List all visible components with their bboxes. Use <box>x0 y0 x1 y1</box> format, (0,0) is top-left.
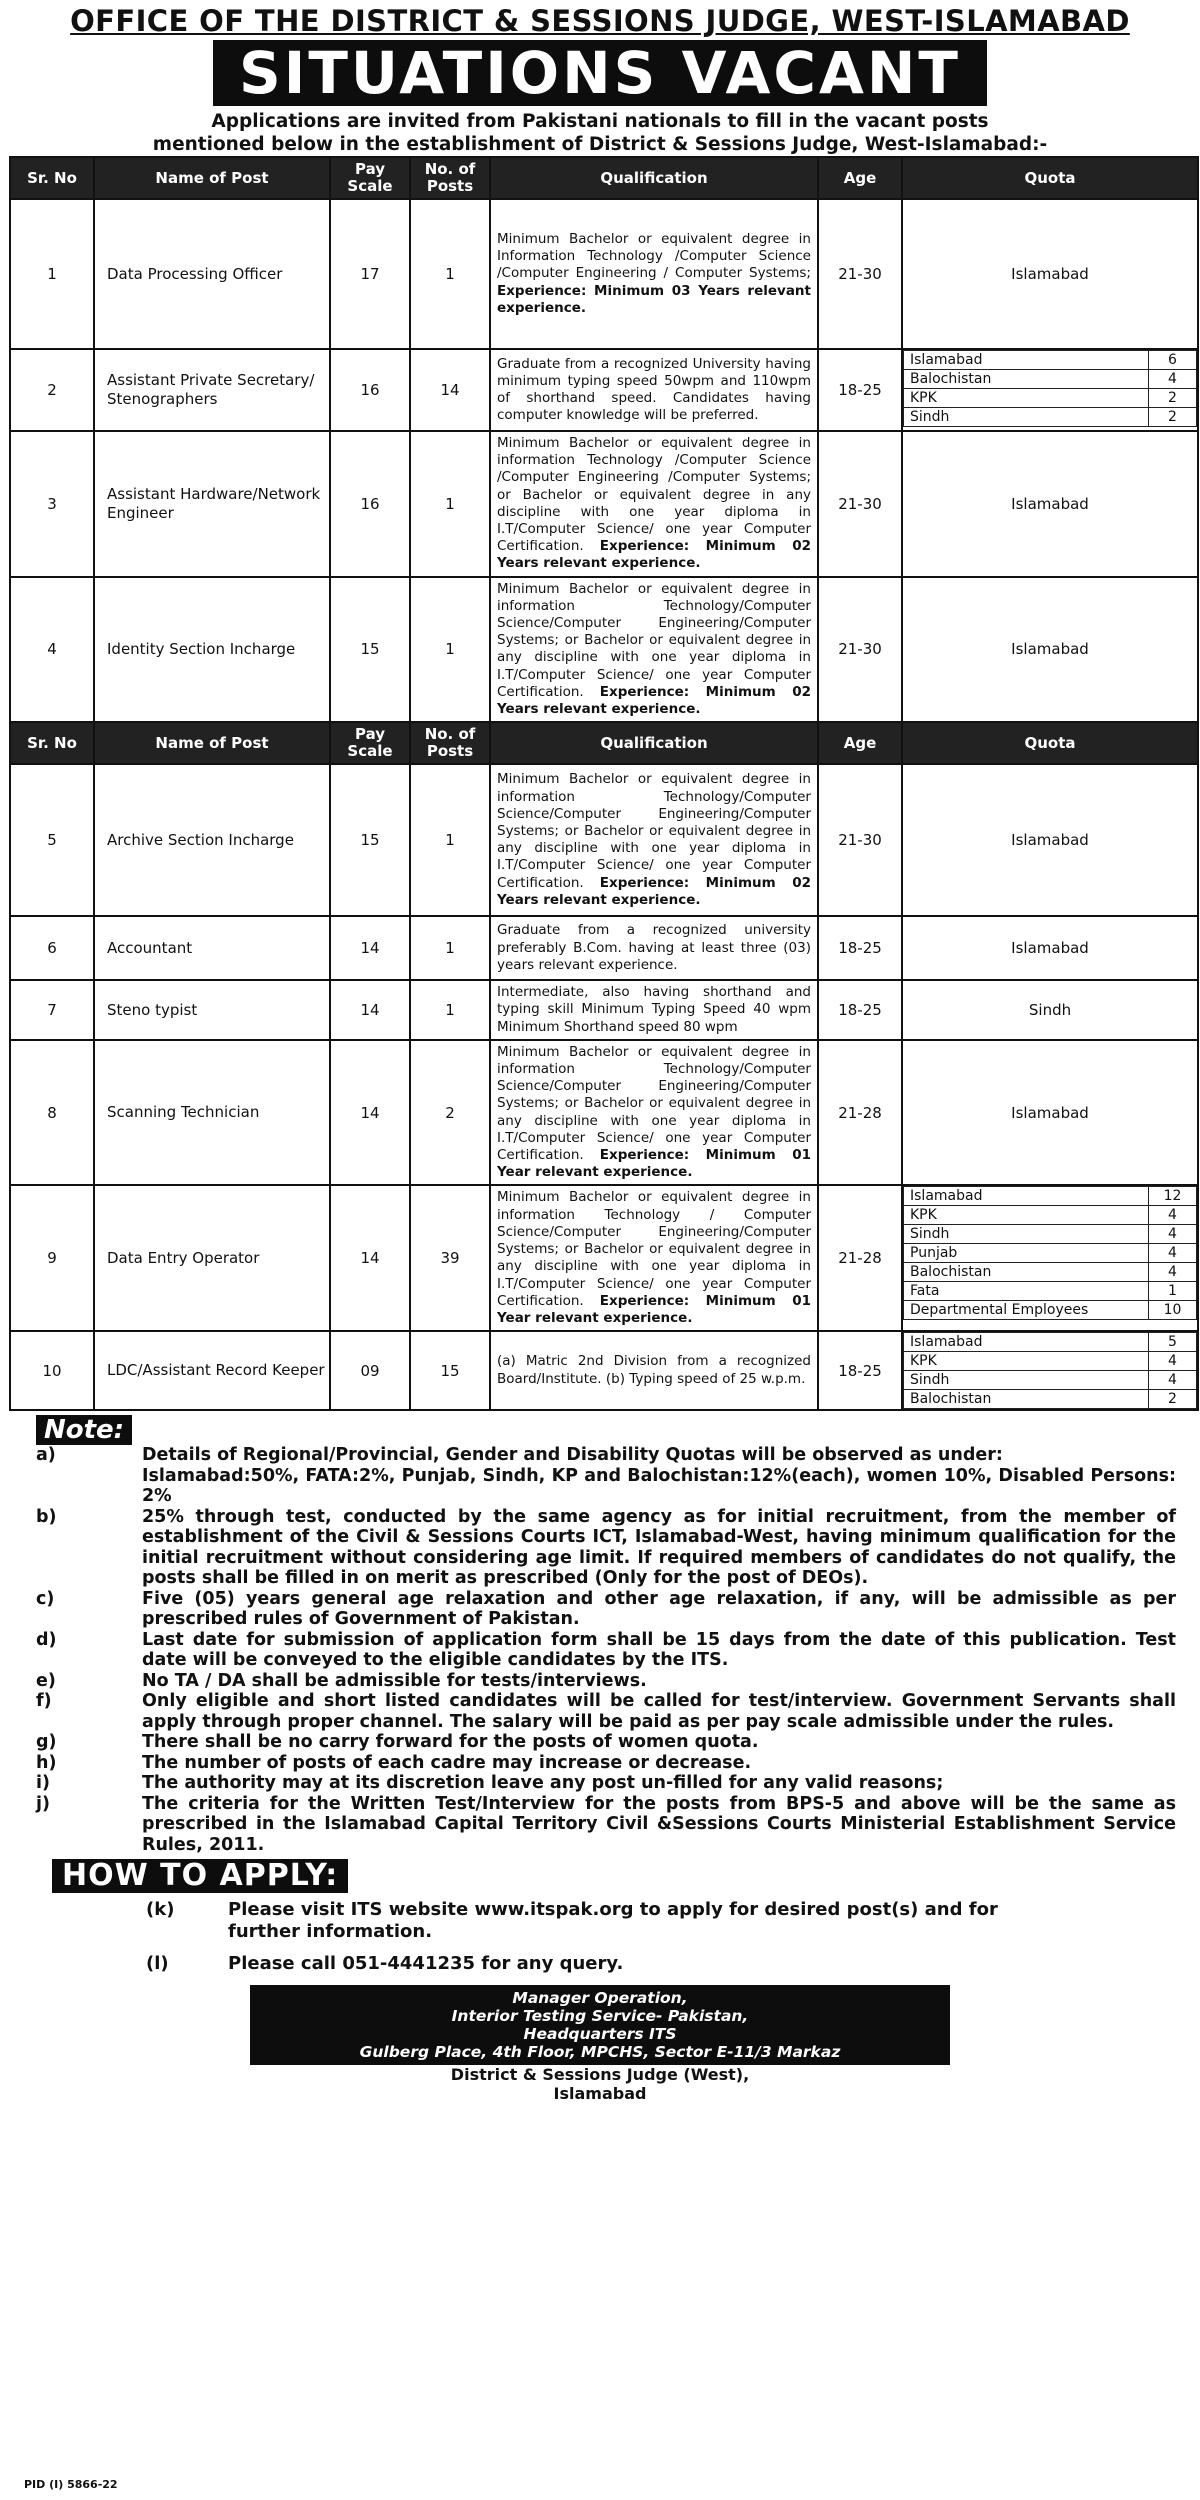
qualification <box>490 349 818 431</box>
note-key: c) <box>36 1588 55 1609</box>
quota-row <box>904 1352 1197 1371</box>
quota-count: 4 <box>1149 1352 1197 1371</box>
pay-scale: 14 <box>330 980 410 1040</box>
post-name: Accountant <box>94 916 330 980</box>
header-quota: Quota <box>902 157 1198 199</box>
quota <box>902 349 1198 431</box>
quota-row <box>904 1187 1197 1206</box>
qualification <box>490 431 818 577</box>
post-name: Assistant Hardware/Network Engineer <box>94 431 330 577</box>
experience-requirement: Experience: Minimum 03 Years relevant experience. <box>497 282 811 316</box>
header-pay-scale: Pay Scale <box>330 157 410 199</box>
quota-row <box>904 1390 1197 1409</box>
quota-region: Sindh <box>904 408 1149 427</box>
post-name: Archive Section Incharge <box>94 764 330 916</box>
qualification <box>490 199 818 349</box>
pay-scale: 17 <box>330 199 410 349</box>
note-text <box>142 1753 1176 1774</box>
quota-region: Fata <box>904 1282 1149 1301</box>
apply-text: Please call 051-4441235 for any query. <box>228 1953 624 1975</box>
note-text <box>142 1794 1176 1856</box>
sr-number: 7 <box>10 980 94 1040</box>
experience-requirement: Experience: Minimum 02 Years relevant experience. <box>497 874 811 908</box>
contact-line-1: Manager Operation, <box>512 1989 688 2008</box>
header-qualification: Qualification <box>490 157 818 199</box>
table-row <box>10 199 1198 349</box>
age-limit: 21-30 <box>818 764 902 916</box>
note-text <box>142 1630 1176 1671</box>
quota-row <box>904 1301 1197 1320</box>
header-no-of-posts: No. of Posts <box>410 157 490 199</box>
note-text <box>142 1773 1176 1794</box>
intro-line-1: Applications are invited from Pakistani nationals to fill in the vacant posts <box>211 111 989 132</box>
quota-count: 2 <box>1149 1390 1197 1409</box>
note-body: No TA / DA shall be admissible for tests/interviews. <box>142 1670 647 1691</box>
qualification-text: (a) Matric 2nd Division from a recognized Board/Institute. (b) Typing speed of 25 w.p.m. <box>497 1353 811 1387</box>
quota-count: 4 <box>1149 1263 1197 1282</box>
pay-scale: 14 <box>330 1185 410 1331</box>
posts-count: 1 <box>410 577 490 723</box>
experience-requirement: Experience: Minimum 01 Year relevant experience. <box>497 1292 811 1326</box>
post-name: Data Entry Operator <box>94 1185 330 1331</box>
note-text <box>142 1691 1176 1732</box>
note-body: There shall be no carry forward for the posts of women quota. <box>142 1732 759 1753</box>
quota-table <box>903 1332 1197 1409</box>
apply-list <box>146 1899 1046 1975</box>
qualification <box>490 916 818 980</box>
posts-count: 39 <box>410 1185 490 1331</box>
quota-region: Islamabad <box>904 1333 1149 1352</box>
quota-row <box>904 1333 1197 1352</box>
note-item <box>36 1794 1176 1856</box>
quota-region: Islamabad <box>1011 265 1089 283</box>
note-body: The criteria for the Written Test/Interview for the posts from BPS-5 and above will be the same as prescribed in the Islamabad Capital Territory Civil &Sessions Courts Ministerial Establishment Service Rules, 2011. <box>142 1793 1176 1855</box>
table-row <box>10 577 1198 723</box>
header-name-of-post: Name of Post <box>94 722 330 764</box>
quota-count: 2 <box>1149 408 1197 427</box>
contact-line-3: Headquarters ITS <box>523 2025 677 2044</box>
contact-box <box>250 1985 950 2065</box>
quota-count: 4 <box>1149 1206 1197 1225</box>
notes-list <box>36 1445 1176 1855</box>
qualification <box>490 764 818 916</box>
header-pay-scale: Pay Scale <box>330 722 410 764</box>
note-key: h) <box>36 1752 57 1773</box>
quota-region: Sindh <box>904 1371 1149 1390</box>
header-quota: Quota <box>902 722 1198 764</box>
post-name: Data Processing Officer <box>94 199 330 349</box>
table-row <box>10 1331 1198 1410</box>
quota-region: KPK <box>904 1206 1149 1225</box>
posts-count: 1 <box>410 764 490 916</box>
quota-region: Punjab <box>904 1244 1149 1263</box>
quota <box>902 980 1198 1040</box>
intro-text <box>6 108 1194 156</box>
quota <box>902 199 1198 349</box>
quota-count: 4 <box>1149 1225 1197 1244</box>
quota <box>902 764 1198 916</box>
age-limit: 18-25 <box>818 916 902 980</box>
quota-count: 4 <box>1149 1371 1197 1390</box>
post-name: Identity Section Incharge <box>94 577 330 723</box>
quota-count: 10 <box>1149 1301 1197 1320</box>
quota-row <box>904 1206 1197 1225</box>
quota-count: 4 <box>1149 370 1197 389</box>
quota <box>902 1185 1198 1331</box>
pay-scale: 15 <box>330 577 410 723</box>
vacancies-table-body <box>10 157 1198 1410</box>
age-limit: 21-28 <box>818 1040 902 1186</box>
qualification-text: Minimum Bachelor or equivalent degree in information Technology/Computer Science/Computer Engineering/Computer Systems; or Bachelor or equivalent degree in any discipline with one year diploma in I.T/Computer Science/ one year Computer Certification. <box>497 1043 811 1164</box>
note-key: b) <box>36 1506 57 1527</box>
header-age: Age <box>818 722 902 764</box>
footer-line-2: Islamabad <box>553 2084 647 2104</box>
apply-key: (l) <box>146 1953 169 1975</box>
quota-row <box>904 1282 1197 1301</box>
post-name: Steno typist <box>94 980 330 1040</box>
posts-count: 14 <box>410 349 490 431</box>
apply-item <box>146 1953 1046 1975</box>
footer-line-1: District & Sessions Judge (West), <box>450 2065 750 2085</box>
quota-row <box>904 370 1197 389</box>
quota-region: KPK <box>904 1352 1149 1371</box>
note-item <box>36 1732 1176 1753</box>
note-body: Only eligible and short listed candidates will be called for test/interview. Government Servants shall apply through proper channel. The salary will be paid as per pay scale admissible under the rules. <box>142 1691 1176 1732</box>
posts-count: 1 <box>410 916 490 980</box>
quota-count: 4 <box>1149 1244 1197 1263</box>
qualification <box>490 1331 818 1410</box>
apply-key: (k) <box>146 1899 175 1921</box>
quota-region: Islamabad <box>904 351 1149 370</box>
sr-number: 9 <box>10 1185 94 1331</box>
qualification <box>490 1040 818 1186</box>
note-item <box>36 1671 1176 1692</box>
intro-line-2: mentioned below in the establishment of District & Sessions Judge, West-Islamabad:- <box>152 134 1048 155</box>
age-limit: 21-30 <box>818 199 902 349</box>
note-text <box>142 1445 1176 1507</box>
experience-requirement: Experience: Minimum 02 Years relevant experience. <box>497 683 811 718</box>
qualification-text: Graduate from a recognized University having minimum typing speed 50wpm and 110wpm of shorthand speed. Candidates having computer knowledge will be preferred. <box>497 355 811 424</box>
quota-region: Islamabad <box>904 1187 1149 1206</box>
pay-scale: 15 <box>330 764 410 916</box>
apply-item <box>146 1899 1046 1943</box>
note-body: The authority may at its discretion leave any post un-filled for any valid reasons; <box>142 1773 944 1794</box>
quota-region: Islamabad <box>1011 831 1089 850</box>
quota-region: Balochistan <box>904 1390 1149 1409</box>
note-text <box>142 1732 1176 1753</box>
age-limit: 21-30 <box>818 431 902 577</box>
note-text <box>142 1589 1176 1630</box>
quota <box>902 1040 1198 1186</box>
posts-count: 1 <box>410 980 490 1040</box>
quota-region: Departmental Employees <box>904 1301 1149 1320</box>
note-key: a) <box>36 1445 56 1466</box>
qualification <box>490 980 818 1040</box>
pay-scale: 14 <box>330 1040 410 1186</box>
sr-number: 3 <box>10 431 94 577</box>
note-key: i) <box>36 1773 50 1794</box>
table-header-row <box>10 722 1198 764</box>
sr-number: 4 <box>10 577 94 723</box>
note-body: Last date for submission of application form shall be 15 days from the date of this publication. Test date will be conveyed to the eligible candidates by the ITS. <box>142 1629 1176 1671</box>
quota-row <box>904 1263 1197 1282</box>
situations-vacant-banner: SITUATIONS VACANT <box>213 40 987 106</box>
posts-count: 1 <box>410 431 490 577</box>
age-limit: 18-25 <box>818 349 902 431</box>
note-body: The number of posts of each cadre may increase or decrease. <box>142 1752 752 1773</box>
quota-region: Balochistan <box>904 370 1149 389</box>
header-sr: Sr. No <box>10 722 94 764</box>
quota-row <box>904 1225 1197 1244</box>
sr-number: 8 <box>10 1040 94 1186</box>
pay-scale: 14 <box>330 916 410 980</box>
pay-scale: 09 <box>330 1331 410 1410</box>
quota <box>902 577 1198 723</box>
posts-count: 1 <box>410 199 490 349</box>
note-text <box>142 1507 1176 1589</box>
banner-wrap <box>6 40 1194 108</box>
table-row <box>10 431 1198 577</box>
pay-scale: 16 <box>330 349 410 431</box>
qualification-text: Minimum Bachelor or equivalent degree in information Technology/Computer Science/Computer Engineering/Computer Systems; or Bachelor or equivalent degree in any discipline with one year diploma in I.T/Computer Science/ one year Computer Certification. <box>497 771 811 891</box>
header-no-of-posts: No. of Posts <box>410 722 490 764</box>
note-key: e) <box>36 1670 56 1691</box>
post-name: Scanning Technician <box>94 1040 330 1186</box>
experience-requirement: Experience: Minimum 02 Years relevant experience. <box>497 538 811 572</box>
header-name-of-post: Name of Post <box>94 157 330 199</box>
quota-region: Sindh <box>904 1225 1149 1244</box>
apply-text: Please visit ITS website www.itspak.org to apply for desired post(s) and for further information. <box>228 1899 998 1943</box>
qualification <box>490 577 818 723</box>
quota-row <box>904 1244 1197 1263</box>
age-limit: 18-25 <box>818 980 902 1040</box>
quota-count: 2 <box>1149 389 1197 408</box>
table-header-row <box>10 157 1198 199</box>
note-body: Five (05) years general age relaxation and other age relaxation, if any, will be admissible as per prescribed rules of Government of Pakistan. <box>142 1588 1176 1630</box>
quota-region: KPK <box>904 389 1149 408</box>
note-key: d) <box>36 1629 57 1650</box>
sr-number: 6 <box>10 916 94 980</box>
quota-table <box>903 1186 1197 1320</box>
header-qualification: Qualification <box>490 722 818 764</box>
quota-region: Islamabad <box>1011 1103 1089 1122</box>
qualification <box>490 1185 818 1331</box>
quota-row <box>904 389 1197 408</box>
post-name: LDC/Assistant Record Keeper <box>94 1331 330 1410</box>
quota-count: 1 <box>1149 1282 1197 1301</box>
table-row <box>10 764 1198 916</box>
table-row <box>10 349 1198 431</box>
note-key: f) <box>36 1691 52 1712</box>
note-key: g) <box>36 1732 57 1753</box>
experience-requirement: Experience: Minimum 01 Year relevant experience. <box>497 1147 811 1181</box>
posts-count: 15 <box>410 1331 490 1410</box>
sr-number: 2 <box>10 349 94 431</box>
how-to-apply-heading: HOW TO APPLY: <box>52 1859 348 1893</box>
quota-count: 6 <box>1149 351 1197 370</box>
age-limit: 21-28 <box>818 1185 902 1331</box>
header-age: Age <box>818 157 902 199</box>
table-row <box>10 1185 1198 1331</box>
quota-table <box>903 350 1197 427</box>
quota-count: 12 <box>1149 1187 1197 1206</box>
note-sub: Islamabad:50%, FATA:2%, Punjab, Sindh, KP and Balochistan:12%(each), women 10%, Disabled Persons: 2% <box>142 1465 1176 1507</box>
note-item <box>36 1773 1176 1794</box>
quota-region: Islamabad <box>1011 640 1089 659</box>
quota <box>902 431 1198 577</box>
sr-number: 5 <box>10 764 94 916</box>
age-limit: 21-30 <box>818 577 902 723</box>
qualification-text: Minimum Bachelor or equivalent degree in information Technology / Computer Science/Computer Engineering/Computer Systems; or Bachelor or equivalent degree in any discipline with one year diploma in I.T/Computer Science/ one year Computer Certification. <box>497 1189 811 1309</box>
note-key: j) <box>36 1793 50 1814</box>
posts-count: 2 <box>410 1040 490 1186</box>
contact-line-4: Gulberg Place, 4th Floor, MPCHS, Sector E-11/3 Markaz <box>359 2043 841 2062</box>
pid-code: PID (I) 5866-22 <box>24 2478 118 2491</box>
post-name: Assistant Private Secretary/ Stenographers <box>94 349 330 431</box>
pay-scale: 16 <box>330 431 410 577</box>
quota-count: 5 <box>1149 1333 1197 1352</box>
note-item <box>36 1507 1176 1589</box>
note-item <box>36 1630 1176 1671</box>
sr-number: 1 <box>10 199 94 349</box>
quota-row <box>904 408 1197 427</box>
qualification-text: Minimum Bachelor or equivalent degree in Information Technology /Computer Science /Computer Engineering / Computer Systems; <box>497 230 811 282</box>
office-title: OFFICE OF THE DISTRICT & SESSIONS JUDGE, WEST-ISLAMABAD <box>70 4 1130 38</box>
note-text <box>142 1671 1176 1692</box>
note-item <box>36 1445 1176 1507</box>
qualification-text: Minimum Bachelor or equivalent degree in information Technology/Computer Science/Computer Engineering/Computer Systems; or Bachelor or equivalent degree in any discipline with one year diploma in I.T/Computer Science/ one year Computer Certification. <box>497 580 811 700</box>
quota-region: Islamabad <box>1011 494 1089 513</box>
contact-line-2: Interior Testing Service- Pakistan, <box>451 2007 749 2026</box>
quota <box>902 916 1198 980</box>
header-sr: Sr. No <box>10 157 94 199</box>
sr-number: 10 <box>10 1331 94 1410</box>
qualification-text: Graduate from a recognized university preferably B.Com. having at least three (03) years relevant experience. <box>497 922 811 973</box>
table-row <box>10 916 1198 980</box>
quota <box>902 1331 1198 1410</box>
table-row <box>10 980 1198 1040</box>
note-heading: Note: <box>36 1415 132 1445</box>
quota-region: Balochistan <box>904 1263 1149 1282</box>
qualification-text: Intermediate, also having shorthand and typing skill Minimum Typing Speed 40 wpm Minimum Shorthand speed 80 wpm <box>497 984 811 1035</box>
quota-region: Islamabad <box>1011 939 1089 958</box>
qualification-text: Minimum Bachelor or equivalent degree in information Technology /Computer Science /Computer Engineering /Computer Systems; or Bachelor or equivalent degree in any discipline with one year diploma in I.T/Computer Science/ one year Computer Certification. <box>497 435 811 555</box>
note-item <box>36 1589 1176 1630</box>
quota-row <box>904 351 1197 370</box>
note-item <box>36 1753 1176 1774</box>
quota-row <box>904 1371 1197 1390</box>
vacancies-table <box>9 156 1199 1411</box>
note-item <box>36 1691 1176 1732</box>
table-row <box>10 1040 1198 1186</box>
age-limit: 18-25 <box>818 1331 902 1410</box>
note-body: 25% through test, conducted by the same agency as for initial recruitment, from the member of establishment of the Civil & Sessions Courts ICT, Islamabad-West, having minimum qualification for the initial recruitment without considering age limit. If required members of candidates do not qualify, the posts shall be filled in on merit as prescribed (Only for the post of DEOs). <box>142 1506 1176 1589</box>
note-body: Details of Regional/Provincial, Gender and Disability Quotas will be observed as under: <box>142 1445 1003 1466</box>
quota-region: Sindh <box>1028 1001 1072 1020</box>
